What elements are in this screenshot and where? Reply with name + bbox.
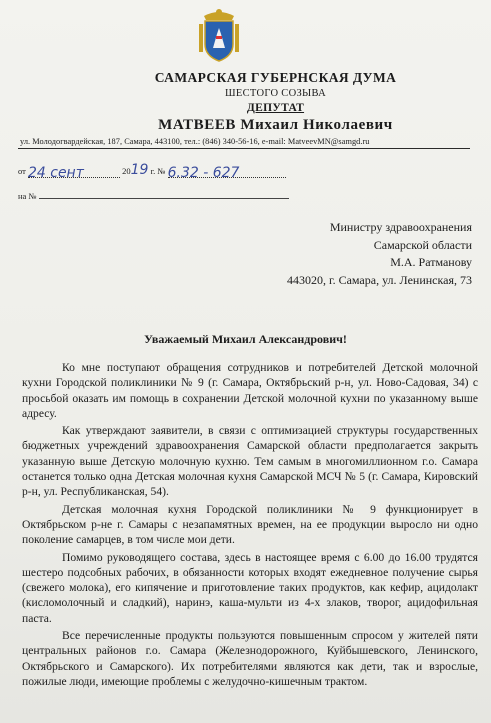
paragraph: Все перечисленные продукты пользуются повышенным спросом у жителей пяти центральных районов г.о. Самара (Железнодорожного, Куйбышевского, Ленинского, Октябрьского и Самарского). Их потребителями являются как дети, так и взрослые, пожилые люди, имеющие проблемы с желудочно-кишечным трактом. [22, 629, 478, 688]
addressee-line: Самарской области [373, 237, 472, 252]
handwritten-number: 6.32 - 627 [167, 165, 240, 181]
contact-line: ул. Молодогвардейская, 187, Самара, 443100, тел.: (846) 340-56-16, e-mail: MatveevMN@samgd.ru [20, 137, 370, 146]
number-field [167, 165, 286, 181]
year-prefix: 20 [122, 166, 131, 176]
date-field [27, 165, 120, 181]
reply-to-line [18, 190, 289, 201]
addressee-line: 443020, г. Самара, ул. Ленинская, 73 [287, 272, 472, 287]
samara-coat-of-arms-icon [196, 6, 242, 64]
from-label: от [18, 166, 26, 176]
header-divider [18, 148, 470, 149]
paragraph: Ко мне поступают обращения сотрудников и потребителей Детской молочной кухни Городской поликлиники № 9 (г. Самара, Октябрьский р-н, ул. Ново-Садовая, 34) с просьбой оказать им помощь в сохранении Детской молочной кухни по указанному выше адресу. [22, 361, 478, 420]
addressee-block [287, 219, 472, 289]
addressee-line: Министру здравоохранения [329, 220, 472, 234]
handwritten-date: 24 сент [27, 165, 84, 181]
year-suffix: г. [150, 166, 156, 176]
paragraph: Как утверждают заявители, в связи с оптимизацией структуры государственных бюджетных учреждений здравоохранения Самарской области предполагается закрыть указанную выше Детскую молочную кухню. Тем самым в многомиллионном г.о. Самара останется только одна Детская молочная кухня Самарской МСЧ № 5 (г. Самара, Кировский р-н, ул. Республиканская, 54). [22, 424, 478, 499]
paragraph: Помимо руководящего состава, здесь в настоящее время с 6.00 до 16.00 трудятся шестеро подсобных рабочих, в обязанности которых входят ежедневное получение сырья (свежего молока), его кипячение и приготовление таких продуктов, как кефир, ацидолакт (кисломолочный и сладкий), наринэ, каша-мульти из 4-х злаков, творог, ацидофильная паста. [22, 550, 478, 625]
greeting: Уважаемый Михаил Александрович! [144, 332, 347, 346]
position-title: ДЕПУТАТ [246, 102, 305, 114]
addressee-line: М.А. Ратманову [390, 255, 472, 269]
duma-title: САМАРСКАЯ ГУБЕРНСКАЯ ДУМА [154, 70, 397, 85]
number-label: № [157, 166, 166, 176]
reply-label: на № [18, 191, 37, 201]
registration-line [18, 162, 286, 181]
handwritten-year: 19 [130, 162, 149, 178]
letter-body [22, 360, 478, 691]
convocation: ШЕСТОГО СОЗЫВА [224, 88, 326, 99]
paragraph: Детская молочная кухня Городской поликлиники № 9 функционирует в Октябрьском р-не г. Самары с незапамятных времен, на ее продукции выросло ни одно поколение самарцев, в том числе мои дети. [22, 502, 478, 547]
deputy-name: МАТВЕЕВ Михаил Николаевич [158, 117, 393, 133]
reply-field [39, 190, 289, 199]
